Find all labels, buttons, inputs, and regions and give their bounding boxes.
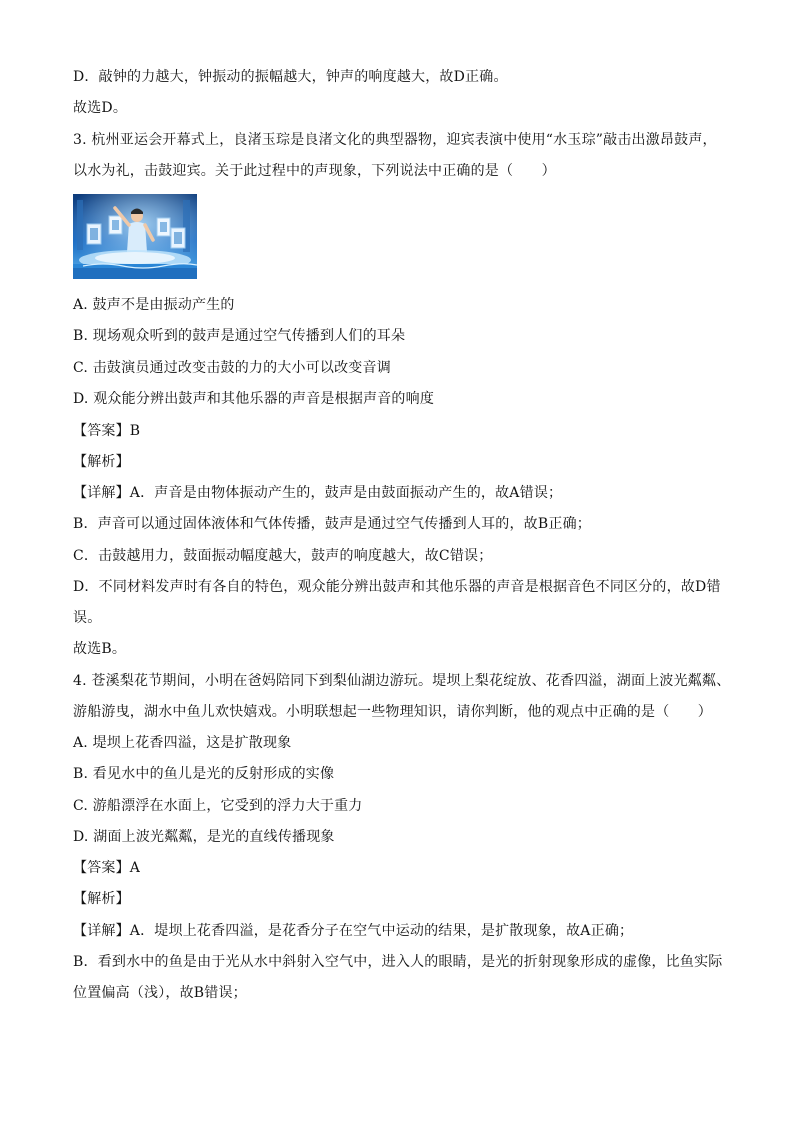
choice-conclusion: 故选B。 — [73, 641, 127, 657]
answer-label: 【答案】A — [73, 860, 141, 876]
question-3-stem-line-2: 以水为礼，击鼓迎宾。关于此过程中的声现象，下列说法中正确的是（ ） — [73, 163, 556, 179]
detail-line-d: D．不同材料发声时有各自的特色，观众能分辨出鼓声和其他乐器的声音是根据音色不同区分的，故D错 — [73, 579, 721, 595]
option-a: A. 堤坝上花香四溢，这是扩散现象 — [73, 735, 292, 751]
option-b: B. 看见水中的鱼儿是光的反射形成的实像 — [73, 766, 335, 782]
analysis-label: 【解析】 — [73, 454, 130, 470]
question-4-stem-line-2: 游船游曳，湖水中鱼儿欢快嬉戏。小明联想起一些物理知识，请你判断，他的观点中正确的是（ ） — [73, 704, 712, 720]
question-4-stem-line-1: 4. 苍溪梨花节期间，小明在爸妈陪同下到梨仙湖边游玩。堤坝上梨花绽放、花香四溢，湖面上波光粼粼、 — [73, 673, 731, 689]
detail-line-a: 【详解】A．堤坝上花香四溢，是花香分子在空气中运动的结果，是扩散现象，故A正确； — [73, 923, 634, 939]
detail-line-c: C．击鼓越用力，鼓面振动幅度越大，鼓声的响度越大，故C错误； — [73, 548, 493, 564]
option-c: C. 击鼓演员通过改变击鼓的力的大小可以改变音调 — [73, 360, 391, 376]
detail-line-d-cont: 误。 — [73, 610, 102, 626]
detail-line-b: B．看到水中的鱼是由于光从水中斜射入空气中，进入人的眼睛，是光的折射现象形成的虚像，比鱼实际 — [73, 954, 723, 970]
detail-line-a: 【详解】A．声音是由物体振动产生的，鼓声是由鼓面振动产生的，故A错误； — [73, 485, 563, 501]
detail-line-b: B．声音可以通过固体液体和气体传播，鼓声是通过空气传播到人耳的，故B正确； — [73, 516, 591, 532]
detail-line-b-cont: 位置偏高（浅），故B错误； — [73, 985, 247, 1001]
question-3-stem-line-1: 3. 杭州亚运会开幕式上，良渚玉琮是良渚文化的典型器物，迎宾表演中使用“水玉琮”敲击出激昂鼓声， — [73, 132, 717, 148]
answer-label: 【答案】B — [73, 423, 141, 439]
option-b: B. 现场观众听到的鼓声是通过空气传播到人们的耳朵 — [73, 328, 406, 344]
analysis-label: 【解析】 — [73, 891, 130, 907]
text-line: D．敲钟的力越大，钟振动的振幅越大，钟声的响度越大，故D正确。 — [73, 69, 508, 85]
drum-performance-photo — [73, 194, 197, 279]
option-c: C. 游船漂浮在水面上，它受到的浮力大于重力 — [73, 798, 363, 814]
option-d: D. 观众能分辨出鼓声和其他乐器的声音是根据声音的响度 — [73, 391, 435, 407]
text-line: 故选D。 — [73, 100, 128, 116]
option-d: D. 湖面上波光粼粼，是光的直线传播现象 — [73, 829, 335, 845]
option-a: A. 鼓声不是由振动产生的 — [73, 297, 235, 313]
